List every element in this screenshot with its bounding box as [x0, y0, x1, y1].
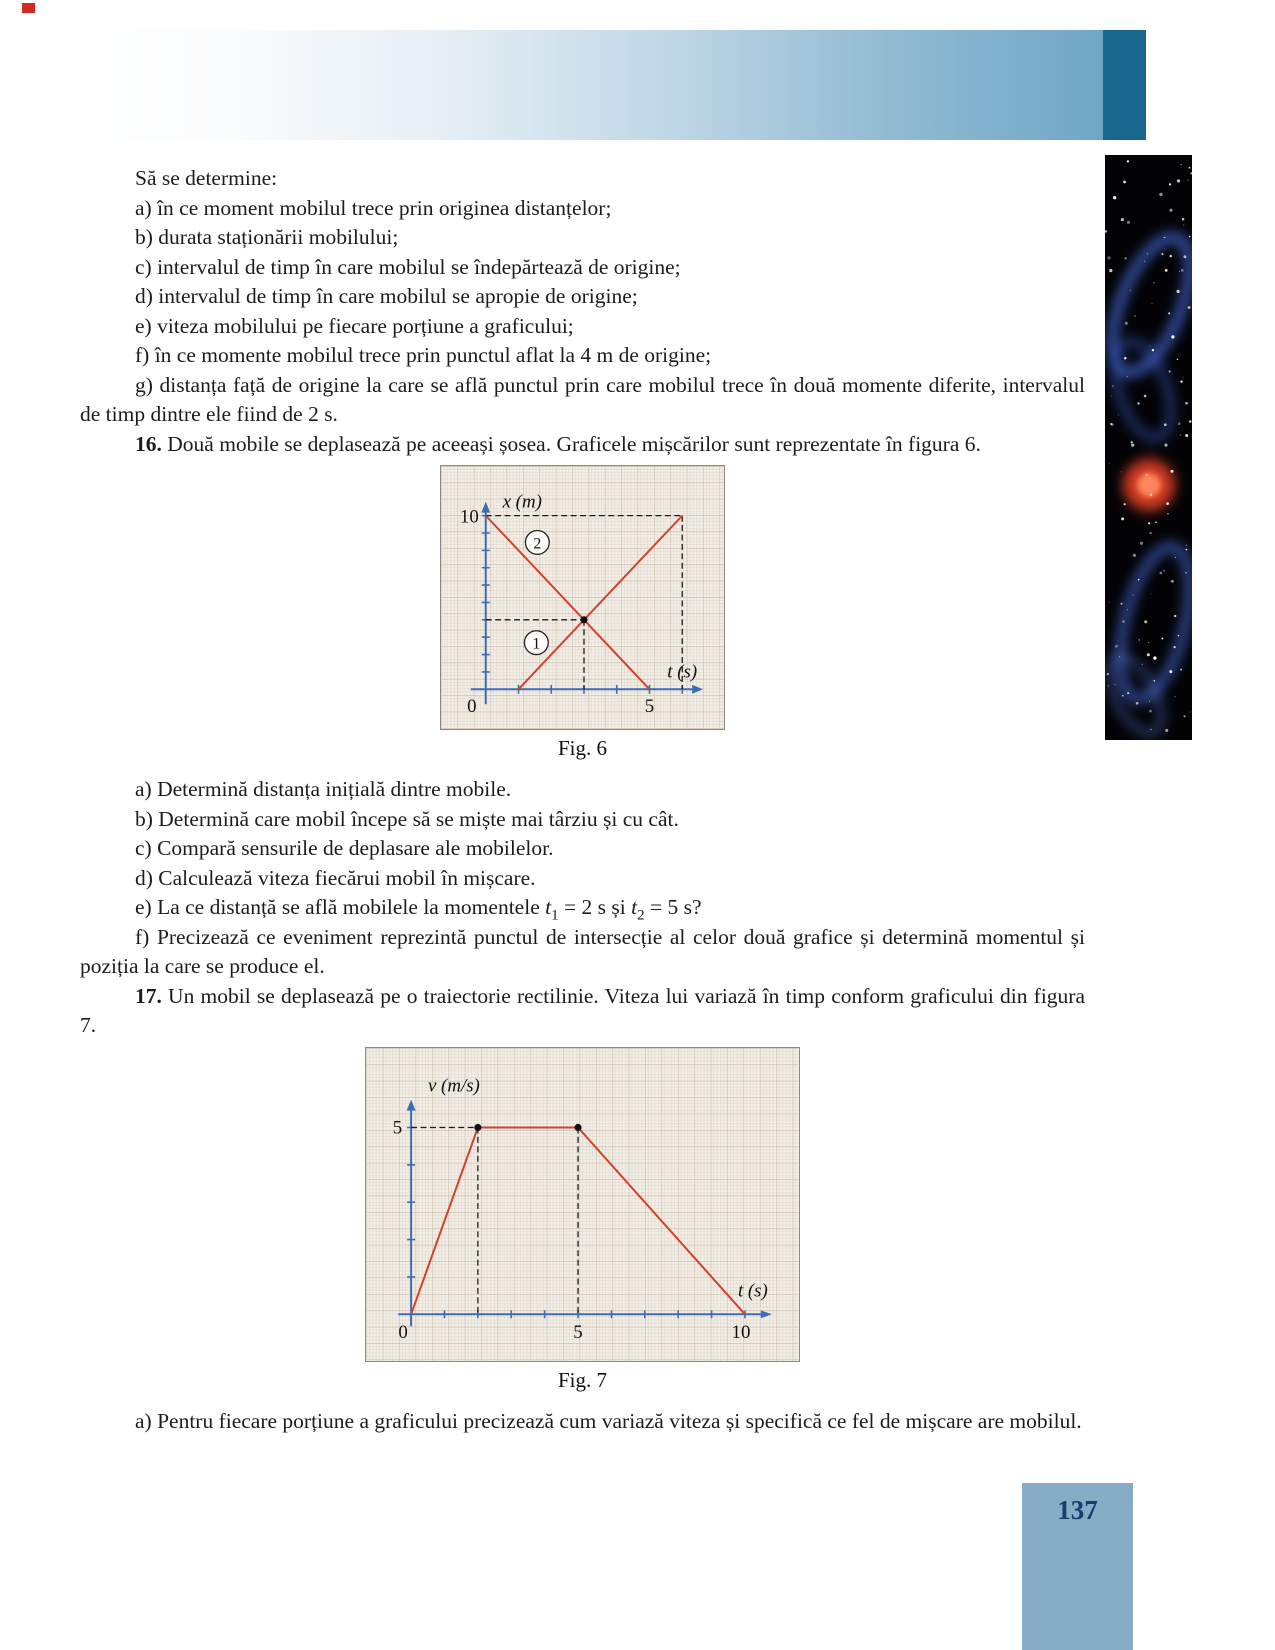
figure-6-caption: Fig. 6 — [557, 736, 607, 760]
figure-7-chart — [365, 1047, 800, 1362]
intersection-point — [580, 616, 587, 623]
fig6-x-axis-label: t (s) — [667, 661, 698, 683]
fig6-tick-0: 0 — [467, 696, 477, 718]
paragraph: f) Precizează ce eveniment reprezintă punctul de intersecție al celor două grafice și determină momentul și poziția la care se produce el. — [80, 924, 1085, 978]
vertex-point-t5 — [574, 1123, 581, 1130]
text-block-bottom — [80, 1407, 1085, 1437]
paragraph: e) viteza mobilului pe fiecare porțiune a graficului; — [135, 313, 574, 338]
fig7-x-axis-label: t (s) — [737, 1279, 768, 1301]
fig6-marker-1 — [524, 631, 548, 655]
fig6-y-axis-label: x (m) — [502, 491, 542, 513]
fig7-tick-x5: 5 — [573, 1321, 583, 1343]
paragraph: a) în ce moment mobilul trece prin originea distanțelor; — [135, 195, 612, 220]
paragraph: b) Determină care mobil începe să se miște mai târziu și cu cât. — [135, 806, 679, 831]
fig6-marker-2 — [525, 531, 549, 555]
paragraph: b) durata staționării mobilului; — [135, 225, 399, 249]
paragraph: Să se determine: — [135, 166, 278, 190]
vertex-point-t2 — [474, 1123, 481, 1130]
paragraph: 17. Un mobil se deplasează pe o traiectorie rectilinie. Viteza lui variază în timp conform graficului din figura 7. — [80, 983, 1085, 1037]
paragraph: c) Compară sensurile de deplasare ale mobilelor. — [135, 836, 554, 860]
page-number: 137 — [1057, 1495, 1098, 1525]
figure-7-caption: Fig. 7 — [557, 1367, 607, 1392]
paragraph: d) intervalul de timp în care mobilul se apropie de origine; — [135, 284, 638, 308]
paragraph: c) intervalul de timp în care mobilul se îndepărtează de origine; — [135, 254, 681, 279]
marker-1-label: 1 — [532, 635, 541, 653]
paragraph: a) Determină distanța inițială dintre mobile. — [135, 777, 512, 801]
paragraph: a) Pentru fiecare porțiune a graficului precizează cum variază viteza și specifică ce fel de mișcare are mobilul. — [135, 1408, 1082, 1433]
figure-6 — [440, 465, 725, 730]
figure-7 — [365, 1047, 800, 1362]
fig6-tick-10: 10 — [459, 506, 479, 528]
paragraph: f) în ce momente mobilul trece prin punctul aflat la 4 m de origine; — [135, 343, 712, 367]
paragraph: 16. Două mobile se deplasează pe aceeași șosea. Graficele mișcărilor sunt reprezentate în figura 6. — [135, 431, 981, 456]
text-block-middle — [80, 775, 1085, 1041]
page-number-box — [1022, 1483, 1133, 1650]
fig6-tick-5: 5 — [644, 696, 655, 718]
fig7-tick-0: 0 — [398, 1321, 408, 1343]
paragraph: d) Calculează viteza fiecărui mobil în mișcare. — [135, 865, 536, 890]
paragraph: g) distanța față de origine la care se află punctul prin care mobilul trece în două momente diferite, intervalul de timp dintre ele fiind de 2 s. — [80, 372, 1085, 426]
paragraph: e) La ce distanță se află mobilele la momentele $t_1 = 2$ s și $t_2 = 5$ s? — [135, 895, 702, 924]
text-block-top — [80, 164, 1085, 459]
figure-6-chart — [440, 465, 725, 730]
fig7-y-axis-label: v (m/s) — [427, 1075, 480, 1097]
marker-2-label: 2 — [533, 535, 542, 553]
fig7-tick-y5: 5 — [392, 1116, 403, 1138]
fig7-tick-x10: 10 — [731, 1321, 751, 1343]
